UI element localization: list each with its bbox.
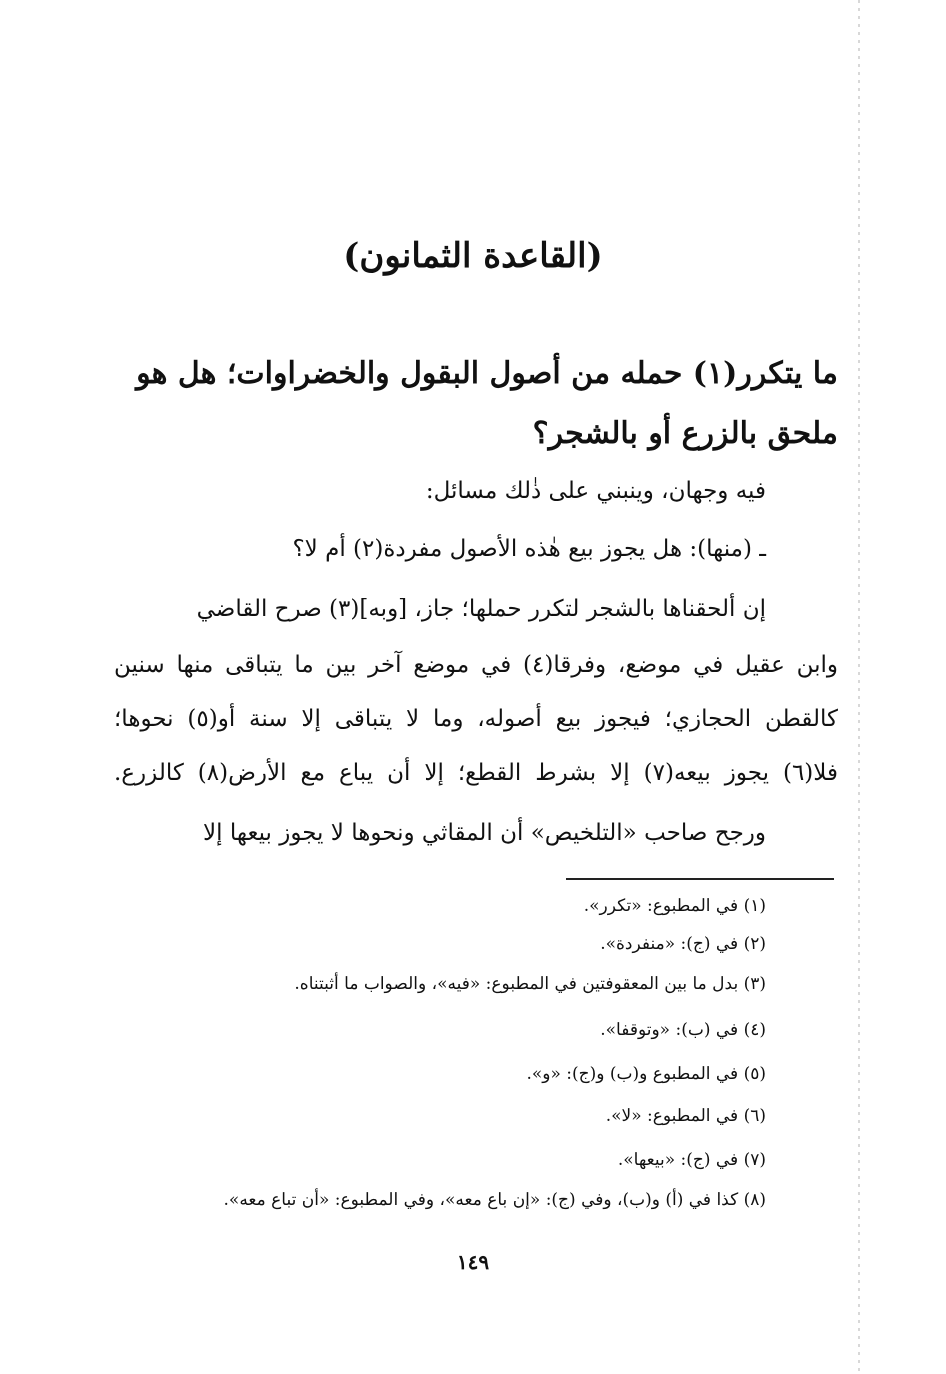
body-line-7: ورجح صاحب «التلخيص» أن المقاثي ونحوها لا يجوز بيعها إلا — [203, 820, 766, 846]
footnote-5: (٥) في المطبوع و(ب) و(ج): «و». — [526, 1064, 766, 1084]
chapter-title: (القاعدة الثمانون) — [343, 236, 603, 276]
body-line-4: وابن عقيل في موضع، وفرقا(٤) في موضع آخر بين ما يتباقى منها سنين — [114, 652, 838, 678]
body-line-5: كالقطن الحجازي؛ فيجوز بيع أصوله، وما لا يتباقى إلا سنة أو(٥) نحوها؛ — [114, 706, 838, 732]
footnote-1: (١) في المطبوع: «تكرر». — [583, 896, 766, 916]
page-number: ١٤٩ — [456, 1250, 490, 1274]
footnote-2: (٢) في (ج): «منفردة». — [600, 934, 766, 954]
body-line-3: إن ألحقناها بالشجر لتكرر حملها؛ جاز، [وبه](٣) صرح القاضي — [196, 596, 766, 622]
footnote-7: (٧) في (ج): «بيعها». — [617, 1150, 766, 1170]
footnote-8: (٨) كذا في (أ) و(ب)، وفي (ج): «إن باع معه»، وفي المطبوع: «أن تباع معه». — [223, 1190, 766, 1210]
body-line-1: فيه وجهان، وينبني على ذٰلك مسائل: — [425, 478, 766, 504]
rule-heading: ما يتكرر(١) حمله من أصول البقول والخضراوات؛ هل هو ملحق بالزرع أو بالشجر؟ — [136, 356, 838, 451]
footnote-3: (٣) بدل ما بين المعقوفتين في المطبوع: «فيه»، والصواب ما أثبتناه. — [294, 974, 766, 994]
footnote-separator — [566, 878, 834, 880]
page-edge-shadow — [858, 0, 860, 1374]
body-line-6: فلا(٦) يجوز بيعه(٧) إلا بشرط القطع؛ إلا أن يباع مع الأرض(٨) كالزرع. — [114, 760, 838, 786]
body-line-2: ـ (منها): هل يجوز بيع هٰذه الأصول مفردة(٢) أم لا؟ — [292, 536, 766, 562]
footnote-4: (٤) في (ب): «وتوقفا». — [600, 1020, 766, 1040]
footnote-6: (٦) في المطبوع: «لا». — [605, 1106, 766, 1126]
